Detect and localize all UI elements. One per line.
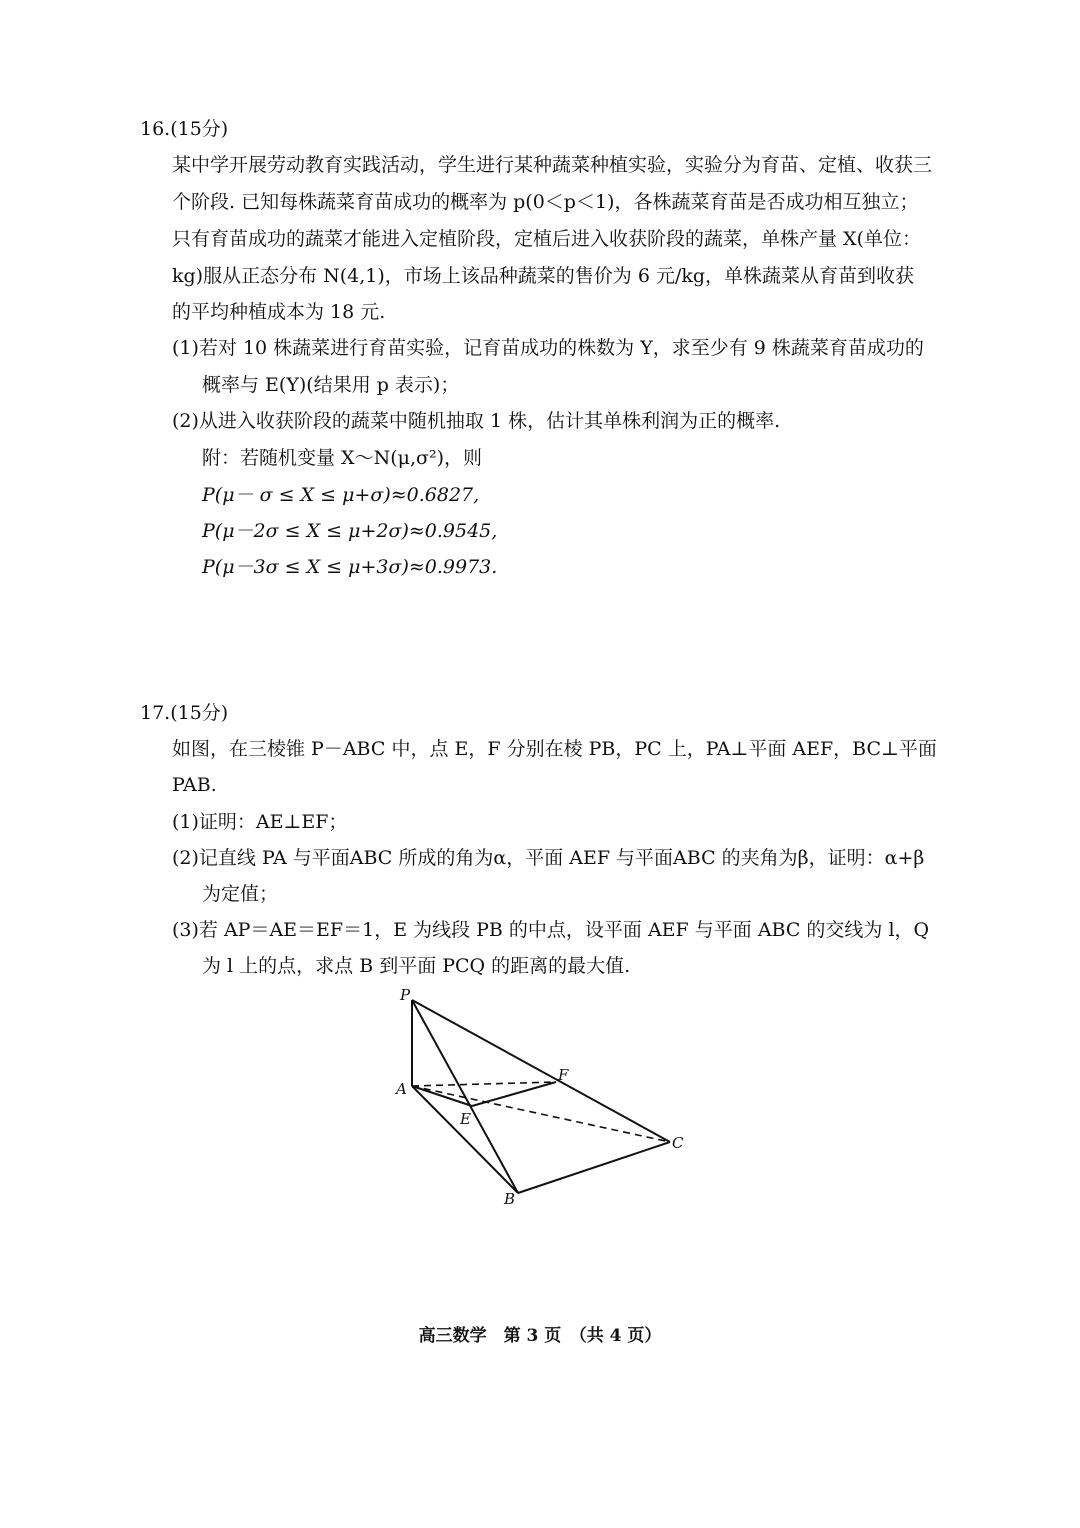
pyramid-figure [380, 980, 720, 1220]
q17-part2-line-2: 为定值； [202, 883, 279, 905]
label-E: E [460, 1110, 471, 1128]
edge-AC-hidden [412, 1086, 670, 1142]
edge-AB [412, 1086, 518, 1193]
q16-stem-line-5: 的平均种植成本为 18 元. [172, 301, 386, 323]
edge-BC [518, 1142, 670, 1193]
q17-part3-line-1: (3)若 AP＝AE＝EF＝1，E 为线段 PB 的中点，设平面 AEF 与平面 ABC 的交线为 l，Q [172, 919, 930, 941]
q17-part1-line-1: (1)证明：AE⊥EF； [172, 811, 348, 833]
label-F: F [558, 1066, 569, 1084]
q17-stem-line-1: 如图，在三棱锥 P－ABC 中，点 E，F 分别在棱 PB，PC 上，PA⊥平面 AEF，BC⊥平面 [172, 738, 937, 760]
q17-stem-line-2: PAB. [172, 774, 217, 796]
label-P: P [400, 986, 411, 1004]
q17-part2-line-1: (2)记直线 PA 与平面ABC 所成的角为α，平面 AEF 与平面ABC 的夹角为β，证明：α+β [172, 847, 925, 869]
q16-appendix-intro: 附：若随机变量 X～N(μ,σ²)，则 [202, 447, 482, 469]
q17-part3-line-2: 为 l 上的点，求点 B 到平面 PCQ 的距离的最大值. [202, 955, 631, 977]
q16-stem-line-2: 个阶段. 已知每株蔬菜育苗成功的概率为 p(0＜p＜1)，各株蔬菜育苗是否成功相互独立； [172, 191, 919, 213]
page-footer: 高三数学 第 3 页 （共 4 页） [418, 1326, 662, 1346]
q16-appendix-formula-1: P(μ－ σ ≤ X ≤ μ+σ)≈0.6827, [202, 484, 480, 506]
q16-part1-line-2: 概率与 E(Y)(结果用 p 表示)； [202, 374, 460, 396]
label-C: C [672, 1134, 684, 1152]
edge-AF-hidden [412, 1082, 556, 1086]
q16-stem-line-4: kg)服从正态分布 N(4,1)，市场上该品种蔬菜的售价为 6 元/kg，单株蔬菜从育苗到收获 [172, 265, 915, 287]
q16-appendix-formula-3: P(μ－3σ ≤ X ≤ μ+3σ)≈0.9973. [202, 556, 498, 578]
q16-stem-line-1: 某中学开展劳动教育实践活动，学生进行某种蔬菜种植实验，实验分为育苗、定植、收获三 [172, 154, 933, 176]
q16-part2-line-1: (2)从进入收获阶段的蔬菜中随机抽取 1 株，估计其单株利润为正的概率. [172, 410, 781, 432]
q16-part1-line-1: (1)若对 10 株蔬菜进行育苗实验，记育苗成功的株数为 Y，求至少有 9 株蔬菜育苗成功的 [172, 337, 924, 359]
label-B: B [504, 1190, 516, 1208]
q16-appendix-formula-2: P(μ－2σ ≤ X ≤ μ+2σ)≈0.9545, [202, 520, 498, 542]
q16-number: 16.(15分) [140, 118, 229, 140]
label-A: A [396, 1080, 407, 1098]
q16-stem-line-3: 只有育苗成功的蔬菜才能进入定植阶段，定植后进入收获阶段的蔬菜，单株产量 X(单位： [172, 228, 921, 250]
q17-number: 17.(15分) [140, 702, 229, 724]
